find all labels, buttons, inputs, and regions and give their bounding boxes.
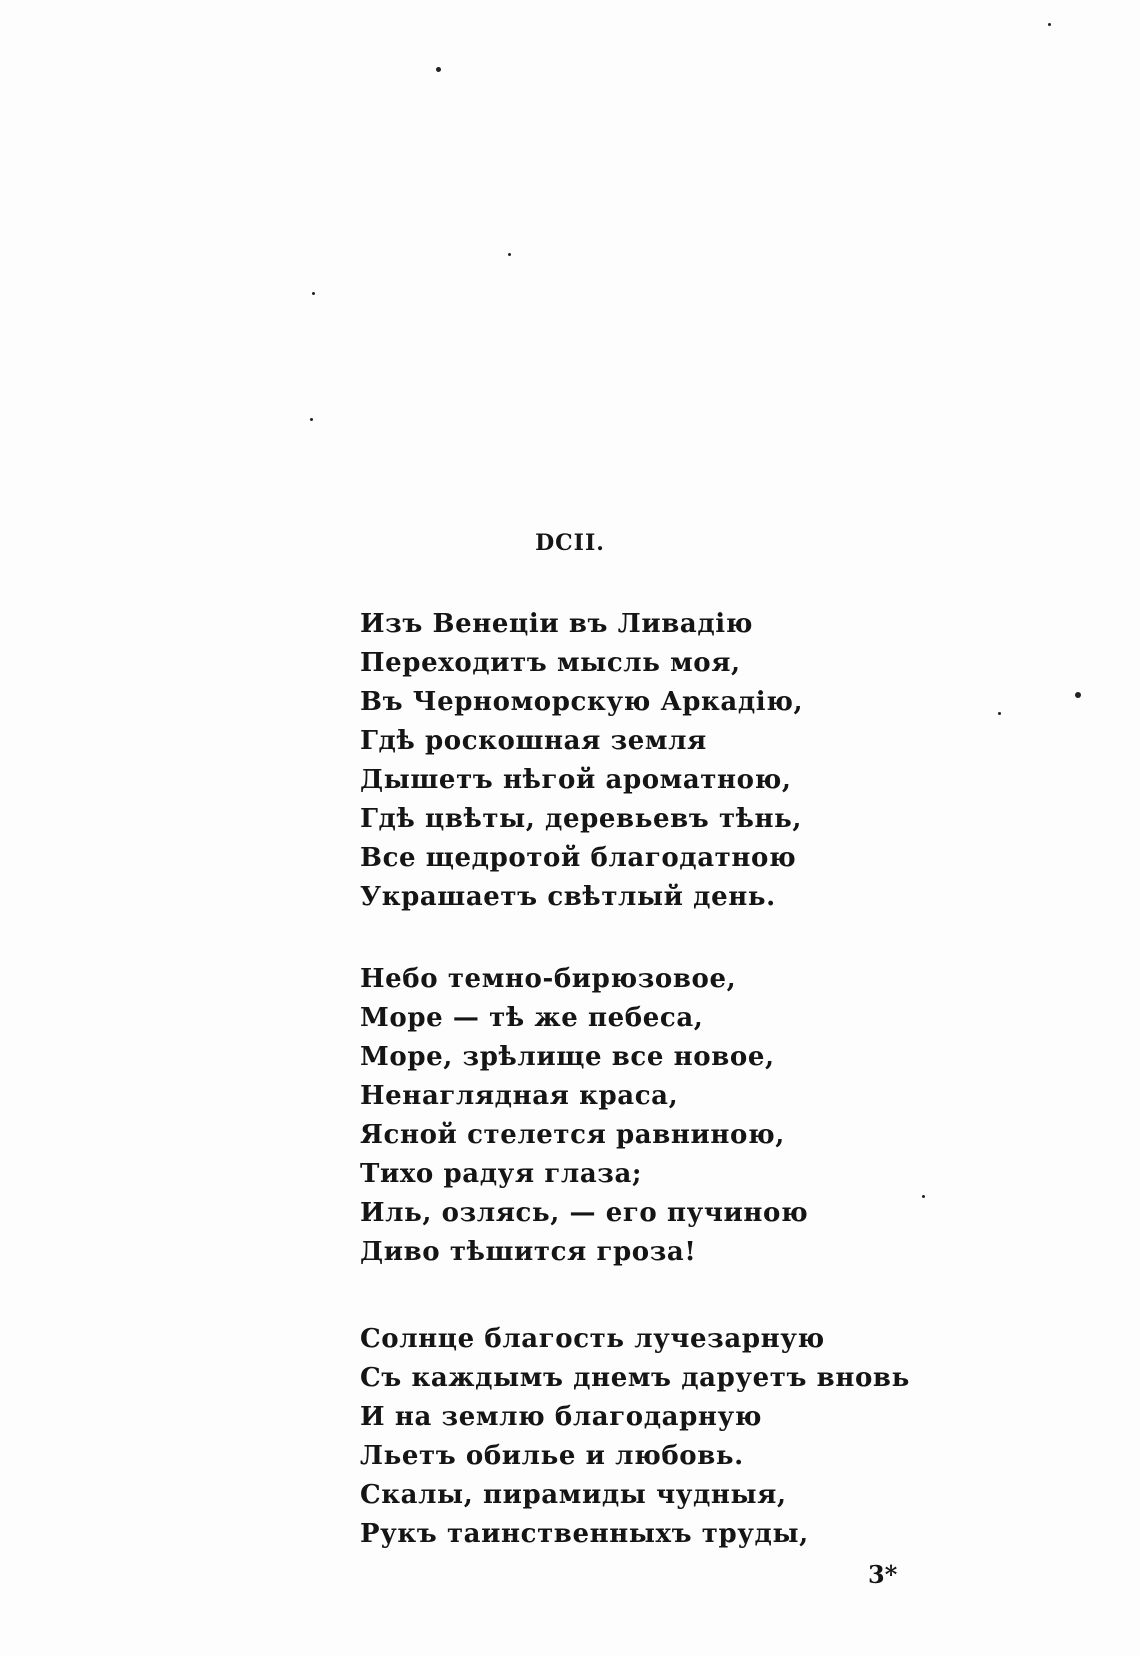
stanza xyxy=(360,1320,910,1554)
verse-line: Въ Черноморскую Аркадію, xyxy=(360,687,804,717)
scan-speck xyxy=(508,253,511,256)
verse-line: Ясной стелется равниною, xyxy=(360,1120,785,1150)
verse-line: Солнце благость лучезарную xyxy=(360,1324,825,1354)
verse-line: Съ каждымъ днемъ даруетъ вновь xyxy=(360,1363,910,1393)
scan-speck xyxy=(312,292,315,295)
stanza xyxy=(360,605,803,917)
verse-line: Иль, озлясь, — его пучиною xyxy=(360,1198,809,1228)
verse-line: Скалы, пирамиды чудныя, xyxy=(360,1480,787,1510)
verse-line: Переходитъ мысль моя, xyxy=(360,648,741,678)
verse-line: Диво тѣшится гроза! xyxy=(360,1237,697,1267)
scan-speck xyxy=(998,712,1001,715)
verse-line: Море — тѣ же пебеса, xyxy=(360,1003,704,1033)
verse-line: Небо темно-бирюзовое, xyxy=(360,964,737,994)
verse-line: Рукъ таинственныхъ труды, xyxy=(360,1519,809,1549)
scan-speck xyxy=(310,418,313,421)
scan-speck xyxy=(436,67,441,72)
verse-line: Тихо радуя глаза; xyxy=(360,1159,643,1189)
verse-line: Дышетъ нѣгой ароматною, xyxy=(360,765,792,795)
page-marker: 3* xyxy=(868,1560,898,1589)
verse-line: Украшаетъ свѣтлый день. xyxy=(360,882,776,912)
verse-line: Гдѣ цвѣты, деревьевъ тѣнь, xyxy=(360,804,803,834)
scan-speck xyxy=(1048,23,1051,26)
verse-line: И на землю благодарную xyxy=(360,1402,762,1432)
scan-speck xyxy=(922,1195,925,1198)
verse-line: Изъ Венеціи въ Ливадію xyxy=(360,609,753,639)
scan-speck xyxy=(1075,692,1081,698)
verse-line: Льетъ обилье и любовь. xyxy=(360,1441,744,1471)
verse-line: Все щедротой благодатною xyxy=(360,843,797,873)
verse-line: Гдѣ роскошная земля xyxy=(360,726,707,756)
poem-number: DCII. xyxy=(535,530,605,556)
stanza xyxy=(360,960,808,1272)
verse-line: Ненаглядная краса, xyxy=(360,1081,679,1111)
verse-line: Море, зрѣлище все новое, xyxy=(360,1042,775,1072)
